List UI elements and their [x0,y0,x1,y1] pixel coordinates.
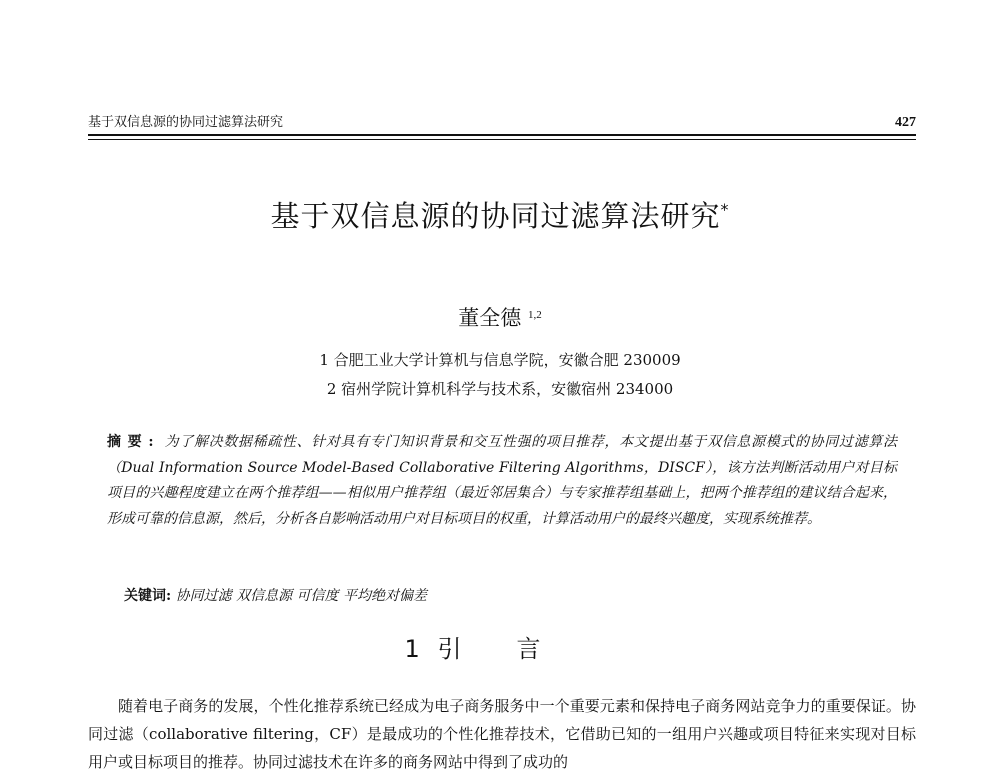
body-paragraph: 随着电子商务的发展，个性化推荐系统已经成为电子商务服务中一个重要元素和保持电子商务网站竞争力的重要保证。协同过滤（collaborative filtering，CF）是最成功的个性化推荐技术，它借助已知的一组用户兴趣或项目特征来实现对目标用户或目标项目的推荐。协同过滤技术在许多的商务网站中得到了成功的 [88,697,916,771]
page-number: 427 [895,115,916,130]
keywords-text: 协同过滤 双信息源 可信度 平均绝对偏差 [175,588,427,604]
paper-title [0,196,1000,236]
section-heading [0,632,1000,666]
header-rule-thick [88,134,916,136]
section-number: 1 [404,635,420,663]
keywords-label: 关键词: [124,588,172,604]
author-line [0,303,1000,333]
title-footnote-mark: * [720,200,730,219]
affiliation-1: 1 合肥工业大学计算机与信息学院，安徽合肥 230009 [319,351,681,369]
author-affiliation-marks: 1,2 [527,309,542,321]
author-name: 董全德 [458,306,522,330]
keywords [124,585,904,607]
section-title: 引言 [437,635,596,663]
abstract [107,430,897,532]
header-rule-thin [88,139,916,140]
abstract-label: 摘要: [107,434,160,450]
running-head [88,114,916,134]
affiliation-2: 2 宿州学院计算机科学与技术系，安徽宿州 234000 [326,380,674,398]
abstract-text: 为了解决数据稀疏性、针对具有专门知识背景和交互性强的项目推荐，本文提出基于双信息源模式的协同过滤算法（Dual Information Source Model-Based Collaborative Filtering Algorithms，DISCF），该方法判断活动用户对目标项目的兴趣程度建立在两个推荐组——相似用户推荐组（最近邻居集合）与专家推荐组基础上，把两个推荐组的建议结合起来，形成可靠的信息源，然后，分析各自影响活动用户对目标项目的权重，计算活动用户的最终兴趣度，实现系统推荐。 [107,434,898,527]
running-head-title: 基于双信息源的协同过滤算法研究 [88,115,284,130]
paper-title-text: 基于双信息源的协同过滤算法研究 [270,199,721,233]
